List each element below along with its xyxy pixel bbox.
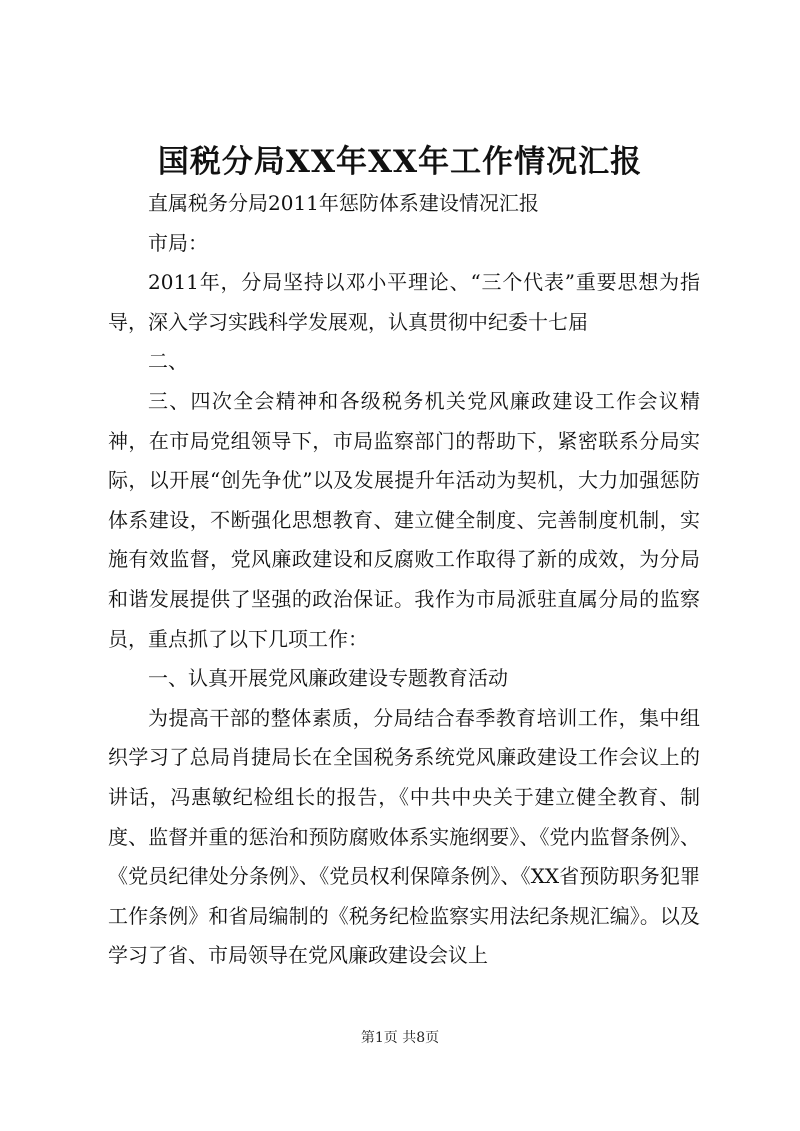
document-body [108,184,700,976]
paragraph-summary: 三、四次全会精神和各级税务机关党风廉政建设工作会议精神，在市局党组领导下，市局监察部门的帮助下，紧密联系分局实际，以开展“创先争优”以及发展提升年活动为契机，大力加强惩防体系建设，不断强化思想教育、建立健全制度、完善制度机制，实施有效监督，党风廉政建设和反腐败工作取得了新的成效，为分局和谐发展提供了坚强的政治保证。我作为市局派驻直属分局的监察员，重点抓了以下几项工作： [108,388,700,651]
paragraph-education: 为提高干部的整体素质，分局结合春季教育培训工作，集中组织学习了总局肖捷局长在全国税务系统党风廉政建设工作会议上的讲话，冯惠敏纪检组长的报告，《中共中央关于建立健全教育、制度、监督并重的惩治和预防腐败体系实施纲要》、《党内监督条例》、《党员纪律处分条例》、《党员权利保障条例》、《XX省预防职务犯罪工作条例》和省局编制的《税务纪检监察实用法纪条规汇编》。以及学习了省、市局领导在党风廉政建设会议上 [108,705,700,968]
page-footer: 第1页 共8页 [360,1030,440,1046]
paragraph-subtitle: 直属税务分局2011年惩防体系建设情况汇报 [148,191,539,215]
paragraph-fragment: 二、 [148,349,188,374]
document-title: 国税分局XX年XX年工作情况汇报 [157,144,643,180]
paragraph-intro: 2011年，分局坚持以邓小平理论、“三个代表”重要思想为指导，深入学习实践科学发展观，认真贯彻中纪委十七届 [108,270,700,334]
paragraph-salutation: 市局： [148,230,208,255]
section-heading: 一、认真开展党风廉政建设专题教育活动 [148,666,508,691]
